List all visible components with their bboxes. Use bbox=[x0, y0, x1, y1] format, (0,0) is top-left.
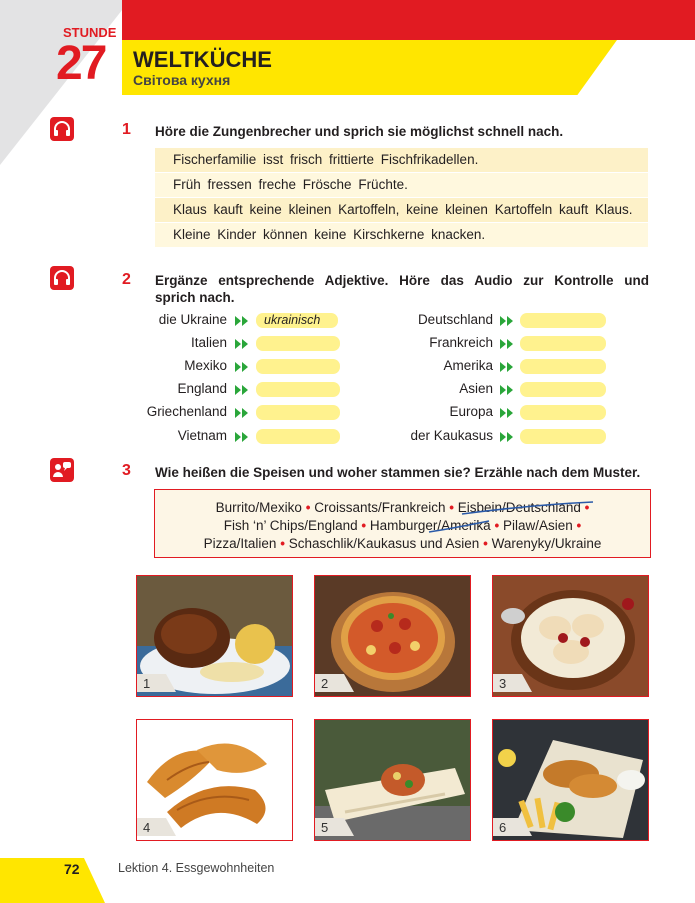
arrow-icon bbox=[234, 431, 250, 443]
page-subtitle: Світова кухня bbox=[133, 72, 231, 88]
answer-field[interactable] bbox=[520, 405, 606, 420]
arrow-icon bbox=[499, 338, 515, 350]
headphones-icon[interactable] bbox=[50, 266, 74, 290]
word-box bbox=[154, 489, 651, 558]
header-red-bar bbox=[122, 0, 695, 40]
arrow-icon bbox=[499, 315, 515, 327]
headphones-icon[interactable] bbox=[50, 117, 74, 141]
instruction-line-1: Ergänze entsprechende Adjektive. Höre das Audio zur Kontrolle und bbox=[155, 273, 649, 288]
arrow-icon bbox=[499, 384, 515, 396]
tongue-twister-line: Fischerfamilie isst frisch frittierte Fischfrikadellen. bbox=[155, 148, 648, 172]
answer-field[interactable] bbox=[256, 405, 340, 420]
tongue-twister-line: Kleine Kinder können keine Kirschkerne knacken. bbox=[155, 223, 648, 247]
photo-burrito bbox=[314, 719, 471, 841]
answer-example: ukrainisch bbox=[264, 313, 321, 327]
footer-band bbox=[0, 858, 105, 903]
photo-number: 6 bbox=[499, 820, 507, 835]
page-number: 72 bbox=[64, 861, 80, 877]
word-box-line bbox=[155, 536, 650, 551]
country-label: der Kaukasus bbox=[410, 428, 493, 443]
country-label: Europa bbox=[449, 404, 493, 419]
exercise-2-number: 2 bbox=[122, 271, 131, 288]
photo-eisbein bbox=[136, 575, 293, 697]
answer-field[interactable] bbox=[256, 359, 340, 374]
bullet: • bbox=[449, 500, 454, 515]
bullet: • bbox=[576, 518, 582, 533]
lesson-label: STUNDE bbox=[63, 25, 117, 40]
bullet: • bbox=[494, 518, 500, 533]
tongue-twister-line: Klaus kauft keine kleinen Kartoffeln, keine kleinen Kartoffeln kauft Klaus. bbox=[155, 198, 648, 222]
photo-pizza bbox=[314, 575, 471, 697]
strikethrough-mark bbox=[457, 500, 595, 518]
dish-pair: Fish ‘n’ Chips/England bbox=[223, 518, 358, 533]
exercise-3-number: 3 bbox=[122, 462, 131, 479]
photo-warenyky bbox=[492, 575, 649, 697]
photo-number: 2 bbox=[321, 676, 329, 691]
answer-field[interactable] bbox=[256, 336, 340, 351]
exercise-1-instruction: Höre die Zungenbrecher und sprich sie möglichst schnell nach. bbox=[155, 124, 564, 139]
exercise-2-instruction bbox=[155, 272, 649, 306]
exercise-1-number: 1 bbox=[122, 121, 131, 138]
bullet: • bbox=[305, 500, 311, 515]
arrow-icon bbox=[499, 407, 515, 419]
tongue-twister-line: Früh fressen freche Frösche Früchte. bbox=[155, 173, 648, 197]
dish-pair: Burrito/Mexiko bbox=[215, 500, 302, 515]
answer-field[interactable] bbox=[520, 359, 606, 374]
photo-croissants bbox=[136, 719, 293, 841]
arrow-icon bbox=[499, 361, 515, 373]
country-label: die Ukraine bbox=[158, 312, 227, 327]
arrow-icon bbox=[234, 407, 250, 419]
bullet: • bbox=[483, 536, 488, 551]
country-label: Asien bbox=[459, 381, 493, 396]
strikethrough-mark bbox=[427, 518, 491, 536]
answer-field[interactable] bbox=[520, 382, 606, 397]
dish-pair: Schaschlik/Kaukasus und Asien bbox=[288, 536, 480, 551]
arrow-icon bbox=[234, 338, 250, 350]
photo-number: 5 bbox=[321, 820, 329, 835]
lesson-title: Lektion 4. Essgewohnheiten bbox=[118, 861, 275, 875]
dish-pair: Pilaw/Asien bbox=[502, 518, 573, 533]
country-label: England bbox=[177, 381, 227, 396]
speaking-icon[interactable] bbox=[50, 458, 74, 482]
bullet: • bbox=[280, 536, 285, 551]
country-label: Italien bbox=[190, 335, 227, 350]
page-title: WELTKÜCHE bbox=[133, 47, 272, 72]
country-label: Deutschland bbox=[417, 312, 493, 327]
dish-pair: Hamburger/Amerika bbox=[369, 518, 491, 533]
dish-pair: Eisbein/Deutschland bbox=[457, 500, 581, 515]
country-label: Vietnam bbox=[177, 428, 227, 443]
bullet: • bbox=[361, 518, 367, 533]
country-label: Mexiko bbox=[184, 358, 227, 373]
answer-field[interactable] bbox=[520, 313, 606, 328]
instruction-line-2: sprich nach. bbox=[155, 290, 235, 305]
arrow-icon bbox=[234, 315, 250, 327]
dish-pair: Pizza/Italien bbox=[203, 536, 277, 551]
photo-number: 1 bbox=[143, 676, 151, 691]
word-box-line bbox=[155, 518, 650, 533]
dish-pair: Warenyky/Ukraine bbox=[491, 536, 602, 551]
arrow-icon bbox=[234, 361, 250, 373]
exercise-3-instruction: Wie heißen die Speisen und woher stammen sie? Erzähle nach dem Muster. bbox=[155, 465, 641, 480]
answer-field[interactable] bbox=[256, 382, 340, 397]
country-label: Frankreich bbox=[429, 335, 493, 350]
photo-fish-and-chips bbox=[492, 719, 649, 841]
bullet: • bbox=[584, 500, 590, 515]
arrow-icon bbox=[499, 431, 515, 443]
country-label: Amerika bbox=[443, 358, 493, 373]
lesson-number: 27 bbox=[56, 37, 106, 90]
photo-number: 3 bbox=[499, 676, 507, 691]
answer-field[interactable] bbox=[256, 429, 340, 444]
dish-pair: Croissants/Frankreich bbox=[314, 500, 446, 515]
photo-number: 4 bbox=[143, 820, 151, 835]
country-label: Griechenland bbox=[146, 404, 227, 419]
answer-field[interactable] bbox=[520, 429, 606, 444]
answer-field[interactable] bbox=[520, 336, 606, 351]
arrow-icon bbox=[234, 384, 250, 396]
